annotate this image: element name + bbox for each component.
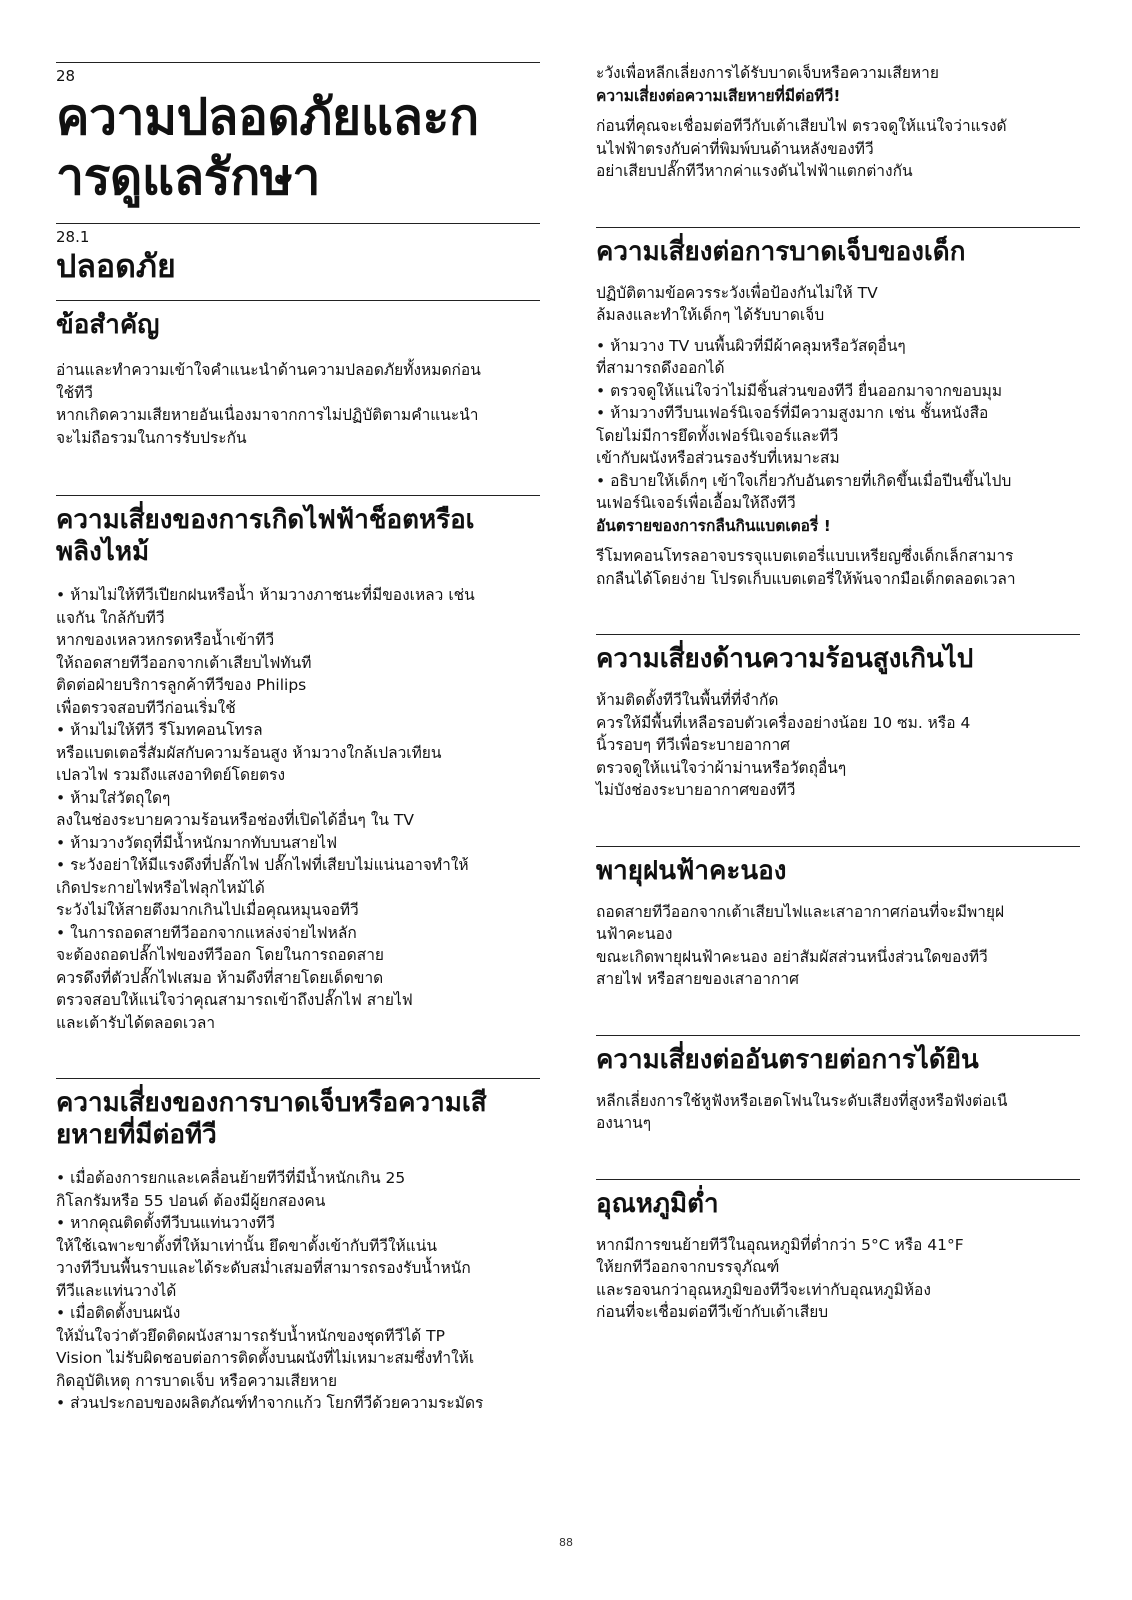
shock-title-line: พลิงไหม้ xyxy=(56,537,150,567)
overheat-body xyxy=(596,689,1080,802)
text-line: ลงในช่องระบายความร้อนหรือช่องที่เปิดได้อื่นๆ ใน TV xyxy=(56,811,414,829)
injury-title xyxy=(56,1087,540,1151)
text-line: จะไม่ถือรวมในการรับประกัน xyxy=(56,428,247,447)
text-line: กิโลกรัมหรือ 55 ปอนด์ ต้องมีผู้ยกสองคน xyxy=(56,1191,326,1210)
text-line: เพื่อตรวจสอบทีวีก่อนเริ่มใช้ xyxy=(56,698,236,717)
important-title: ข้อสำคัญ xyxy=(56,310,160,340)
shock-title xyxy=(56,504,540,568)
text-line: กิดอุบัติเหตุ การบาดเจ็บ หรือความเสียหาย xyxy=(56,1371,338,1390)
chapter-title xyxy=(56,87,540,207)
text-line: หากของเหลวหกรดหรือน้ำเข้าทีวี xyxy=(56,631,275,649)
subsection-rule xyxy=(56,1078,540,1079)
injury-title-line: ยหายที่มีต่อทีวี xyxy=(56,1120,217,1150)
text-line: รีโมทคอนโทรลอาจบรรจุแบตเตอรี่แบบเหรียญซึ่งเด็กเล็กสามาร xyxy=(596,547,1014,565)
hearing-title: ความเสี่ยงต่ออันตรายต่อการได้ยิน xyxy=(596,1044,979,1075)
text-line: หรือแบตเตอรี่สัมผัสกับความร้อนสูง ห้ามวางใกล้เปลวเทียน xyxy=(56,743,442,762)
text-line: หากเกิดความเสียหายอันเนื่องมาจากการไม่ปฏิบัติตามคำแนะนำ xyxy=(56,406,479,424)
section-rule xyxy=(56,223,540,224)
text-line: • ห้ามไม่ให้ทีวีเปียกฝนหรือน้ำ ห้ามวางภาชนะที่มีของเหลว เช่น xyxy=(56,586,475,604)
text-line: ตรวจดูให้แน่ใจว่าผ้าม่านหรือวัตถุอื่นๆ xyxy=(596,758,847,777)
shock-body xyxy=(56,584,540,1034)
text-line: • ในการถอดสายทีวีออกจากแหล่งจ่ายไฟหลัก xyxy=(56,923,357,942)
right-column xyxy=(596,0,1080,1324)
injury-body xyxy=(56,1167,540,1415)
text-line: และเต้ารับได้ตลอดเวลา xyxy=(56,1013,216,1032)
text-line: และรอจนกว่าอุณหภูมิของทีวีจะเท่ากับอุณหภูมิห้อง xyxy=(596,1280,931,1299)
text-line: ควรดึงที่ตัวปลั๊กไฟเสมอ ห้ามดึงที่สายโดยเด็ดขาด xyxy=(56,968,384,987)
subsection-rule xyxy=(596,227,1080,228)
lightning-title: พายุฝนฟ้าคะนอง xyxy=(596,855,787,886)
text-line: • เมื่อติดตั้งบนผนัง xyxy=(56,1304,181,1322)
text-line: • ห้ามใส่วัตถุใดๆ xyxy=(56,788,171,807)
chapter-number: 28 xyxy=(56,67,76,85)
overheat-title: ความเสี่ยงด้านความร้อนสูงเกินไป xyxy=(596,644,974,674)
text-line: เข้ากับผนังหรือส่วนรองรับที่เหมาะสม xyxy=(596,449,840,467)
children-title: ความเสี่ยงต่อการบาดเจ็บของเด็ก xyxy=(596,236,966,267)
subsection-rule xyxy=(56,495,540,496)
text-line: • ตรวจดูให้แน่ใจว่าไม่มีชิ้นส่วนของทีวี ยื่นออกมาจากขอบมุม xyxy=(596,381,1003,400)
lightning-body xyxy=(596,901,1080,991)
text-line: องนานๆ xyxy=(596,1114,652,1132)
chapter-title-line: ารดูแลรักษา xyxy=(56,148,320,206)
text-line: นไฟฟ้าตรงกับค่าที่พิมพ์บนด้านหลังของทีวี xyxy=(596,139,874,158)
text-line: นิ้วรอบๆ ทีวีเพื่อระบายอากาศ xyxy=(596,736,790,754)
text-line: ก่อนที่จะเชื่อมต่อทีวีเข้ากับเต้าเสียบ xyxy=(596,1303,829,1321)
subsection-rule xyxy=(596,1179,1080,1180)
subsection-rule xyxy=(596,846,1080,847)
warning-line: ความเสี่ยงต่อความเสียหายที่มีต่อทีวี! xyxy=(596,86,841,105)
text-line: ให้ยกทีวีออกจากบรรจุภัณฑ์ xyxy=(596,1258,780,1276)
children-body xyxy=(596,282,1080,591)
text-line: ล้มลงและทำให้เด็กๆ ได้รับบาดเจ็บ xyxy=(596,306,825,324)
text-line: หากมีการขนย้ายทีวีในอุณหภูมิที่ต่ำกว่า 5°C หรือ 41°F xyxy=(596,1235,964,1254)
text-line: โดยไม่มีการยึดทั้งเฟอร์นิเจอร์และทีวี xyxy=(596,426,839,445)
text-line: • ส่วนประกอบของผลิตภัณฑ์ทำจากแก้ว โยกทีวีด้วยความระมัดร xyxy=(56,1394,484,1412)
text-line: ถกลืนได้โดยง่าย โปรดเก็บแบตเตอรี่ให้พ้นจากมือเด็กตลอดเวลา xyxy=(596,569,1016,588)
text-line: ให้ถอดสายทีวีออกจากเต้าเสียบไฟทันที xyxy=(56,653,312,672)
text-line: ะวังเพื่อหลีกเลี่ยงการได้รับบาดเจ็บหรือความเสียหาย xyxy=(596,64,939,82)
text-line: ควรให้มีพื้นที่เหลือรอบตัวเครื่องอย่างน้อย 10 ซม. หรือ 4 xyxy=(596,713,971,732)
text-line: • หากคุณติดตั้งทีวีบนแท่นวางทีวี xyxy=(56,1214,275,1232)
subsection-rule xyxy=(596,634,1080,635)
text-line: • ห้ามวางทีวีบนเฟอร์นิเจอร์ที่มีความสูงมาก เช่น ชั้นหนังสือ xyxy=(596,404,989,422)
text-line: • ห้ามวาง TV บนพื้นผิวที่มีผ้าคลุมหรือวัสดุอื่นๆ xyxy=(596,336,906,355)
text-line: • ห้ามไม่ให้ทีวี รีโมทคอนโทรล xyxy=(56,721,263,739)
page-number: 88 xyxy=(559,1536,573,1549)
warning-line: อันตรายของการกลืนกินแบตเตอรี่ ! xyxy=(596,516,831,535)
text-line: อ่านและทำความเข้าใจคำแนะนำด้านความปลอดภัยทั้งหมดก่อน xyxy=(56,361,481,379)
continued-body xyxy=(596,62,1080,183)
section-number: 28.1 xyxy=(56,228,90,246)
injury-title-line: ความเสี่ยงของการบาดเจ็บหรือความเสี xyxy=(56,1088,487,1118)
text-line: • อธิบายให้เด็กๆ เข้าใจเกี่ยวกับอันตรายที่เกิดขึ้นเมื่อปีนขึ้นไปบ xyxy=(596,471,1012,490)
text-line: สายไฟ หรือสายของเสาอากาศ xyxy=(596,970,799,988)
chapter-title-line: ความปลอดภัยและก xyxy=(56,88,479,146)
subsection-rule xyxy=(56,300,540,301)
section-title: ปลอดภัย xyxy=(56,247,176,285)
text-line: ห้ามติดตั้งทีวีในพื้นที่ที่จำกัด xyxy=(596,691,779,709)
text-line: ไม่บังช่องระบายอากาศของทีวี xyxy=(596,781,796,799)
text-line: วางทีวีบนพื้นราบและได้ระดับสม่ำเสมอที่สามารถรองรับน้ำหนัก xyxy=(56,1259,471,1277)
text-line: ที่สามารถดึงออกได้ xyxy=(596,359,725,377)
hearing-body xyxy=(596,1090,1080,1135)
text-line: Vision ไม่รับผิดชอบต่อการติดตั้งบนผนังที่ไม่เหมาะสมซึ่งทำให้เ xyxy=(56,1349,475,1367)
text-line: หลีกเลี่ยงการใช้หูฟังหรือเฮดโฟนในระดับเสียงที่สูงหรือฟังต่อเนื xyxy=(596,1091,1008,1110)
text-line: ระวังไม่ให้สายตึงมากเกินไปเมื่อคุณหมุนจอทีวี xyxy=(56,901,359,919)
text-line: ใช้ทีวี xyxy=(56,383,94,402)
text-line: ให้ใช้เฉพาะขาตั้งที่ให้มาเท่านั้น ยึดขาตั้งเข้ากับทีวีให้แน่น xyxy=(56,1236,437,1255)
text-line: นเฟอร์นิเจอร์เพื่อเอื้อมให้ถึงทีวี xyxy=(596,494,796,512)
lowtemp-title: อุณหภูมิต่ำ xyxy=(596,1188,719,1219)
text-line: จะต้องถอดปลั๊กไฟของทีวีออก โดยในการถอดสาย xyxy=(56,946,384,964)
text-line: อย่าเสียบปลั๊กทีวีหากค่าแรงดันไฟฟ้าแตกต่างกัน xyxy=(596,162,913,180)
text-line: • เมื่อต้องการยกและเคลื่อนย้ายทีวีที่มีน้ำหนักเกิน 25 xyxy=(56,1169,406,1187)
text-line: ให้มั่นใจว่าตัวยึดติดผนังสามารถรับน้ำหนักของชุดทีวีได้ TP xyxy=(56,1326,445,1345)
text-line: ปฏิบัติตามข้อควรระวังเพื่อป้องกันไม่ให้ TV xyxy=(596,283,878,302)
lowtemp-body xyxy=(596,1234,1080,1324)
text-line: แจกัน ใกล้กับทีวี xyxy=(56,608,165,627)
chapter-rule xyxy=(56,62,540,63)
text-line: ก่อนที่คุณจะเชื่อมต่อทีวีกับเต้าเสียบไฟ ตรวจดูให้แน่ใจว่าแรงดั xyxy=(596,117,1007,135)
text-line: นฟ้าคะนอง xyxy=(596,925,673,943)
left-column xyxy=(56,0,540,1415)
text-line: ติดต่อฝ่ายบริการลูกค้าทีวีของ Philips xyxy=(56,676,307,694)
shock-title-line: ความเสี่ยงของการเกิดไฟฟ้าช็อตหรือเ xyxy=(56,505,475,535)
important-body xyxy=(56,359,540,449)
text-line: • ห้ามวางวัตถุที่มีน้ำหนักมากทับบนสายไฟ xyxy=(56,833,338,852)
subsection-rule xyxy=(596,1035,1080,1036)
text-line: • ระวังอย่าให้มีแรงดึงที่ปลั๊กไฟ ปลั๊กไฟที่เสียบไม่แน่นอาจทำให้ xyxy=(56,856,469,874)
text-line: ถอดสายทีวีออกจากเต้าเสียบไฟและเสาอากาศก่อนที่จะมีพายุฝ xyxy=(596,902,1005,921)
text-line: เกิดประกายไฟหรือไฟลุกไหม้ได้ xyxy=(56,878,265,897)
text-line: ขณะเกิดพายุฝนฟ้าคะนอง อย่าสัมผัสส่วนหนึ่งส่วนใดของทีวี xyxy=(596,947,988,966)
text-line: เปลวไฟ รวมถึงแสงอาทิตย์โดยตรง xyxy=(56,766,286,784)
text-line: ทีวีและแท่นวางได้ xyxy=(56,1281,177,1300)
text-line: ตรวจสอบให้แน่ใจว่าคุณสามารถเข้าถึงปลั๊กไฟ สายไฟ xyxy=(56,991,413,1009)
